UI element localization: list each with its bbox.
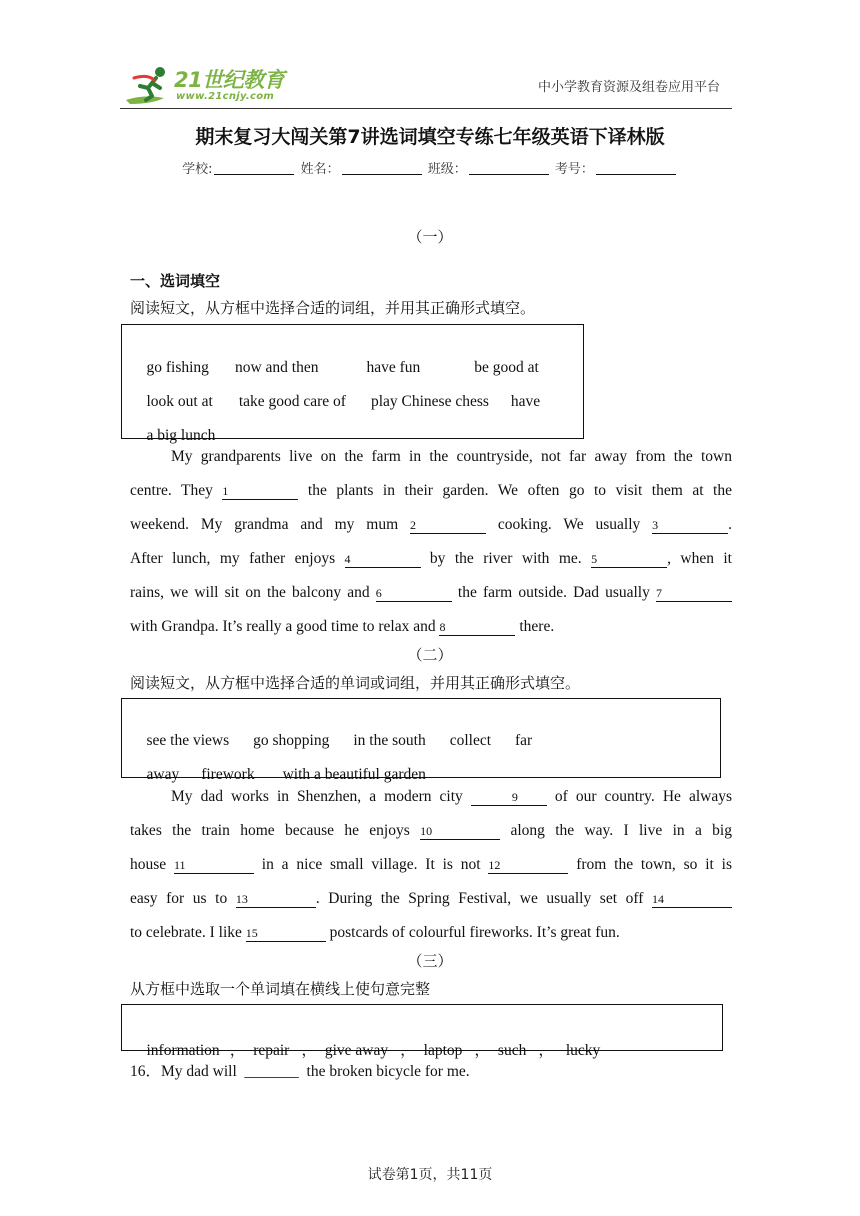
passage-text: My grandparents live on the farm in the countryside, not far away from the town: [171, 448, 732, 465]
word: lucky: [565, 1042, 601, 1059]
name-blank[interactable]: [342, 160, 422, 175]
passage-text: centre. They: [130, 482, 223, 499]
passage-line: [130, 814, 732, 848]
passage-text: with Grandpa. It’s really a good time to relax and: [130, 618, 440, 635]
page-footer: 试卷第1页，共11页: [367, 1167, 493, 1183]
header-divider: [120, 108, 732, 109]
passage-2: [130, 780, 732, 950]
part3-instruction: 从方框中选取一个单词填在横线上使句意完整: [130, 980, 431, 998]
school-label: 学校:: [182, 162, 213, 177]
passage-line: [130, 440, 732, 474]
class-label: 班级：: [427, 162, 467, 177]
passage-text: postcards of colourful fireworks. It’s great fun.: [325, 924, 620, 941]
passage-line: [130, 474, 732, 508]
passage-text: .: [728, 516, 733, 533]
separator: ，: [474, 1042, 490, 1059]
page-title: 期末复习大闯关第7讲选词填空专练七年级英语下译林版: [195, 126, 665, 148]
word: laptop: [423, 1042, 463, 1059]
blank-10[interactable]: 10: [420, 824, 500, 840]
phrase: take good care of: [238, 393, 346, 410]
part1-instruction: 阅读短文，从方框中选择合适的词组，并用其正确形式填空。: [130, 299, 536, 317]
blank-2[interactable]: 2: [410, 518, 486, 534]
section-heading: 一、选词填空: [130, 272, 221, 290]
blank-5[interactable]: 5: [591, 552, 667, 568]
separator: ，: [229, 1042, 246, 1059]
phrase: play Chinese chess: [370, 393, 489, 410]
class-blank[interactable]: [469, 160, 549, 175]
passage-line: [130, 848, 732, 882]
word: such: [497, 1042, 527, 1059]
passage-text: there.: [515, 618, 555, 635]
passage-text: , when it: [667, 550, 732, 567]
blank-7[interactable]: 7: [656, 586, 732, 602]
word-box-1: [121, 324, 584, 444]
phrase: a big lunch: [146, 427, 216, 444]
passage-text: cooking. We usually: [486, 516, 653, 533]
blank-14[interactable]: 14: [652, 892, 732, 908]
passage-text: takes the train home because he enjoys: [130, 822, 421, 839]
passage-line: [130, 610, 732, 644]
blank-11[interactable]: 11: [174, 858, 254, 874]
blank-12[interactable]: 12: [488, 858, 568, 874]
separator: ，: [301, 1042, 317, 1059]
logo-url: www.21cnjy.com: [176, 91, 275, 102]
phrase: see the views: [146, 732, 230, 749]
phrase: look out at: [146, 393, 213, 410]
passage-line: [130, 508, 732, 542]
word: give away: [324, 1042, 389, 1059]
part2-heading: （二）: [407, 646, 453, 664]
runner-icon: [124, 64, 176, 108]
passage-line: [130, 542, 732, 576]
part1-heading: （一）: [407, 228, 453, 246]
blank-1[interactable]: 1: [222, 484, 298, 500]
passage-line: [130, 576, 732, 610]
phrase: with a beautiful garden: [282, 766, 426, 783]
phrase: in the south: [353, 732, 426, 749]
word: information: [146, 1042, 220, 1059]
platform-name: 中小学教育资源及组卷应用平台: [537, 80, 720, 95]
passage-text: the plants in their garden. We often go to visit them at the: [298, 482, 732, 499]
phrase: collect: [449, 732, 492, 749]
passage-text: rains, we will sit on the balcony and: [130, 584, 376, 601]
blank-3[interactable]: 3: [652, 518, 728, 534]
page-header: [120, 58, 732, 110]
passage-text: from the town, so it is: [568, 856, 732, 873]
passage-text: house: [130, 856, 174, 873]
passage-text: in a nice small village. It is not: [253, 856, 489, 873]
part2-instruction: 阅读短文，从方框中选择合适的单词或词组，并用其正确形式填空。: [130, 674, 581, 692]
passage-1: [130, 440, 732, 644]
passage-text: My dad works in Shenzhen, a modern city: [171, 788, 471, 805]
passage-text: along the way. I live in a big: [500, 822, 732, 839]
part3-heading: （三）: [407, 952, 453, 970]
passage-line: [130, 780, 732, 814]
phrase: firework: [201, 766, 255, 783]
logo-text: 21世纪教育: [174, 68, 285, 92]
passage-line: [130, 916, 732, 950]
passage-line: [130, 882, 732, 916]
passage-text: the farm outside. Dad usually: [451, 584, 656, 601]
phrase: now and then: [234, 359, 319, 376]
passage-text: weekend. My grandma and my mum: [130, 516, 411, 533]
passage-text: to celebrate. I like: [130, 924, 246, 941]
phrase: have fun: [366, 359, 421, 376]
separator: ，: [538, 1042, 554, 1059]
passage-text: of our country. He always: [546, 788, 732, 805]
blank-15[interactable]: 15: [246, 926, 326, 942]
word: repair: [253, 1042, 290, 1059]
phrase: far: [515, 732, 533, 749]
phrase: be good at: [474, 359, 539, 376]
number-label: 考号：: [554, 162, 594, 177]
blank-8[interactable]: 8: [439, 620, 515, 636]
logo: [124, 64, 294, 108]
blank-13[interactable]: 13: [236, 892, 316, 908]
question-16: 16．My dad will _______ the broken bicycle for me.: [130, 1063, 470, 1080]
separator: ，: [400, 1042, 416, 1059]
passage-text: by the river with me.: [420, 550, 592, 567]
school-blank[interactable]: [214, 160, 294, 175]
blank-6[interactable]: 6: [376, 586, 452, 602]
word-box-3: [121, 1004, 723, 1059]
phrase: away: [146, 766, 180, 783]
blank-4[interactable]: 4: [345, 552, 421, 568]
phrase: go fishing: [146, 359, 209, 376]
passage-text: . During the Spring Festival, we usually set off: [315, 890, 652, 907]
word-box-2: [121, 698, 721, 783]
phrase: go shopping: [253, 732, 330, 749]
passage-text: After lunch, my father enjoys: [130, 550, 345, 567]
number-blank[interactable]: [596, 160, 676, 175]
phrase: have: [510, 393, 541, 410]
passage-text: easy for us to: [130, 890, 236, 907]
name-label: 姓名：: [300, 162, 340, 177]
blank-9[interactable]: 9: [471, 790, 547, 806]
student-info: [0, 158, 860, 177]
